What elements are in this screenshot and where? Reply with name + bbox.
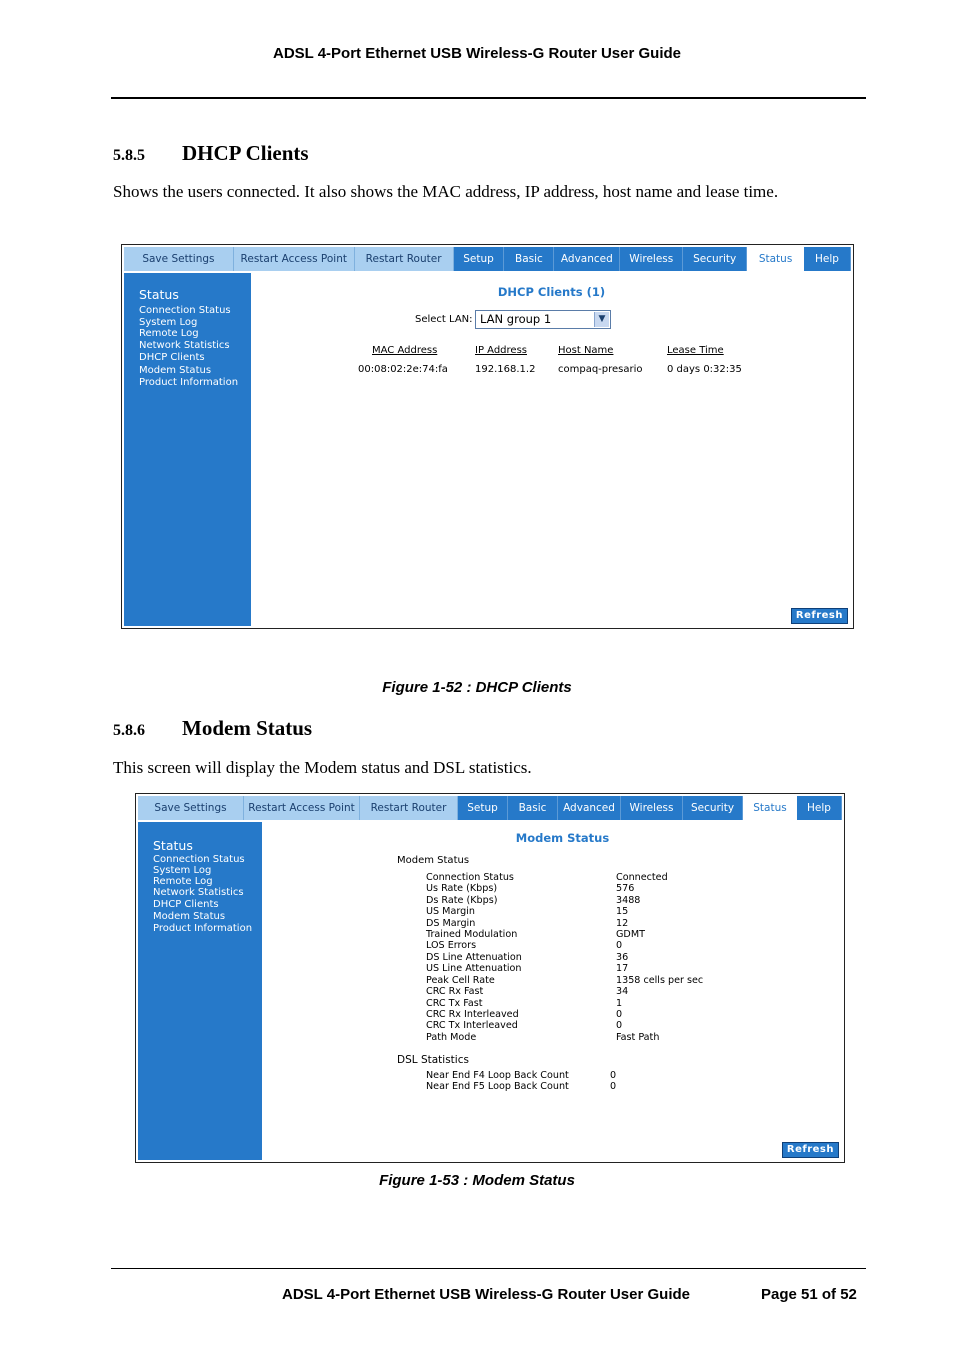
list-item-value: 1358 cells per sec <box>616 975 704 986</box>
sidebar-item-system-log[interactable]: System Log <box>153 865 212 876</box>
nav-save-settings[interactable]: Save Settings <box>124 247 234 271</box>
table-row-mac: 00:08:02:2e:74:fa <box>358 364 448 375</box>
nav-save-settings[interactable]: Save Settings <box>138 796 244 820</box>
sidebar-item-product-information[interactable]: Product Information <box>139 377 239 388</box>
sidebar-item-dhcp-clients[interactable]: DHCP Clients <box>153 899 219 910</box>
list-item-value: 0 <box>616 1009 623 1020</box>
list-item-label: LOS Errors <box>426 940 477 951</box>
list-item-value: GDMT <box>616 929 645 940</box>
section-heading-modem <box>113 716 312 741</box>
list-item-label: Near End F5 Loop Back Count <box>426 1081 569 1092</box>
list-item-label: Connection Status <box>426 872 514 883</box>
list-item-value: 0 <box>616 940 623 951</box>
list-item-value: 0 <box>610 1081 617 1092</box>
list-item-label: US Line Attenuation <box>426 963 522 974</box>
sidebar-item-dhcp-clients[interactable]: DHCP Clients <box>139 352 205 363</box>
list-item-label: Us Rate (Kbps) <box>426 883 498 894</box>
sidebar-item-network-statistics[interactable]: Network Statistics <box>153 887 244 898</box>
col-ip-address: IP Address <box>475 345 527 356</box>
nav-restart-access-point[interactable]: Restart Access Point <box>234 247 355 271</box>
sidebar-item-connection-status[interactable]: Connection Status <box>139 305 231 316</box>
list-item-value: 15 <box>616 906 629 917</box>
nav-restart-router[interactable]: Restart Router <box>355 247 454 271</box>
list-item-value: Connected <box>616 872 668 883</box>
top-navbar <box>124 247 851 271</box>
list-item-label: Near End F4 Loop Back Count <box>426 1070 569 1081</box>
list-item-label: Ds Rate (Kbps) <box>426 895 498 906</box>
nav-security[interactable]: Security <box>683 247 747 271</box>
modem-status-screenshot <box>135 793 845 1163</box>
list-item-value: 0 <box>616 1020 623 1031</box>
nav-restart-router[interactable]: Restart Router <box>360 796 458 820</box>
nav-wireless[interactable]: Wireless <box>620 247 683 271</box>
nav-wireless[interactable]: Wireless <box>621 796 683 820</box>
list-item-label: DS Line Attenuation <box>426 952 522 963</box>
footer-page-number: Page 51 of 52 <box>761 1286 857 1303</box>
nav-advanced[interactable]: Advanced <box>554 247 620 271</box>
sidebar-item-remote-log[interactable]: Remote Log <box>139 328 199 339</box>
header-rule <box>111 97 866 99</box>
col-mac-address: MAC Address <box>372 345 438 356</box>
refresh-button[interactable]: Refresh <box>791 608 848 624</box>
list-item-value: Fast Path <box>616 1032 660 1043</box>
nav-status[interactable]: Status <box>743 796 797 820</box>
list-item-label: Trained Modulation <box>426 929 518 940</box>
list-item-value: 17 <box>616 963 629 974</box>
nav-help[interactable]: Help <box>804 247 851 271</box>
sidebar-item-remote-log[interactable]: Remote Log <box>153 876 213 887</box>
sidebar-item-product-information[interactable]: Product Information <box>153 923 253 934</box>
dhcp-clients-screenshot <box>121 244 854 629</box>
select-lan-dropdown[interactable] <box>475 310 611 329</box>
list-item-label: CRC Rx Fast <box>426 986 484 997</box>
list-item-label: CRC Tx Interleaved <box>426 1020 518 1031</box>
dhcp-content <box>252 273 851 626</box>
select-lan-value: LAN group 1 <box>480 312 552 326</box>
list-item-value: 0 <box>610 1070 617 1081</box>
footer-rule <box>111 1268 866 1269</box>
col-lease-time: Lease Time <box>667 345 724 356</box>
list-item-label: US Margin <box>426 906 475 917</box>
figure-caption-modem: Figure 1-53 : Modem Status <box>379 1172 575 1189</box>
list-item-label: CRC Tx Fast <box>426 998 483 1009</box>
table-row-lease: 0 days 0:32:35 <box>667 364 742 375</box>
col-host-name: Host Name <box>558 345 614 356</box>
modem-status-group-label: Modem Status <box>397 855 470 866</box>
refresh-button[interactable]: Refresh <box>782 1142 839 1158</box>
sidebar-item-connection-status[interactable]: Connection Status <box>153 854 245 865</box>
modem-content <box>263 822 842 1160</box>
list-item-label: Path Mode <box>426 1032 477 1043</box>
modem-title: Modem Status <box>515 831 610 845</box>
nav-advanced[interactable]: Advanced <box>558 796 621 820</box>
section-body-text-modem: This screen will display the Modem status and DSL statistics. <box>113 758 532 777</box>
table-row-ip: 192.168.1.2 <box>475 364 536 375</box>
table-row-host: compaq-presario <box>558 364 643 375</box>
list-item-value: 12 <box>616 918 629 929</box>
list-item-label: DS Margin <box>426 918 476 929</box>
nav-basic[interactable]: Basic <box>504 247 554 271</box>
nav-setup[interactable]: Setup <box>458 796 508 820</box>
list-item-label: CRC Rx Interleaved <box>426 1009 519 1020</box>
nav-basic[interactable]: Basic <box>508 796 558 820</box>
nav-help[interactable]: Help <box>797 796 842 820</box>
list-item-value: 576 <box>616 883 635 894</box>
status-sidebar <box>124 273 251 626</box>
sidebar-item-modem-status[interactable]: Modem Status <box>153 911 226 922</box>
list-item-value: 1 <box>616 998 623 1009</box>
figure-caption-dhcp: Figure 1-52 : DHCP Clients <box>382 679 572 696</box>
status-sidebar <box>138 822 262 1160</box>
sidebar-heading: Status <box>153 838 193 853</box>
dsl-statistics-group-label: DSL Statistics <box>397 1054 469 1066</box>
top-navbar <box>138 796 842 820</box>
list-item-value: 34 <box>616 986 629 997</box>
list-item-value: 3488 <box>616 895 641 906</box>
section-body-text: Shows the users connected. It also shows the MAC address, IP address, host name and lease time. <box>113 182 779 201</box>
sidebar-item-system-log[interactable]: System Log <box>139 317 198 328</box>
list-item-value: 36 <box>616 952 629 963</box>
page-header-title: ADSL 4-Port Ethernet USB Wireless-G Router User Guide <box>272 45 681 62</box>
nav-restart-access-point[interactable]: Restart Access Point <box>244 796 360 820</box>
chevron-down-icon: ▼ <box>594 312 609 327</box>
sidebar-item-network-statistics[interactable]: Network Statistics <box>139 340 230 351</box>
section-number: 5.8.6 <box>113 722 145 739</box>
list-item-label: Peak Cell Rate <box>426 975 495 986</box>
nav-security[interactable]: Security <box>683 796 743 820</box>
section-number: 5.8.5 <box>113 147 145 164</box>
footer-title: ADSL 4-Port Ethernet USB Wireless-G Router User Guide <box>282 1286 691 1303</box>
nav-status[interactable]: Status <box>747 247 804 271</box>
select-lan-label: Select LAN: <box>415 314 473 325</box>
sidebar-heading: Status <box>139 287 179 302</box>
dhcp-title: DHCP Clients (1) <box>497 285 606 299</box>
nav-setup[interactable]: Setup <box>454 247 505 271</box>
section-title: DHCP Clients <box>182 141 309 165</box>
section-heading-dhcp <box>113 141 309 166</box>
section-title: Modem Status <box>182 716 313 740</box>
sidebar-item-modem-status[interactable]: Modem Status <box>139 365 212 376</box>
